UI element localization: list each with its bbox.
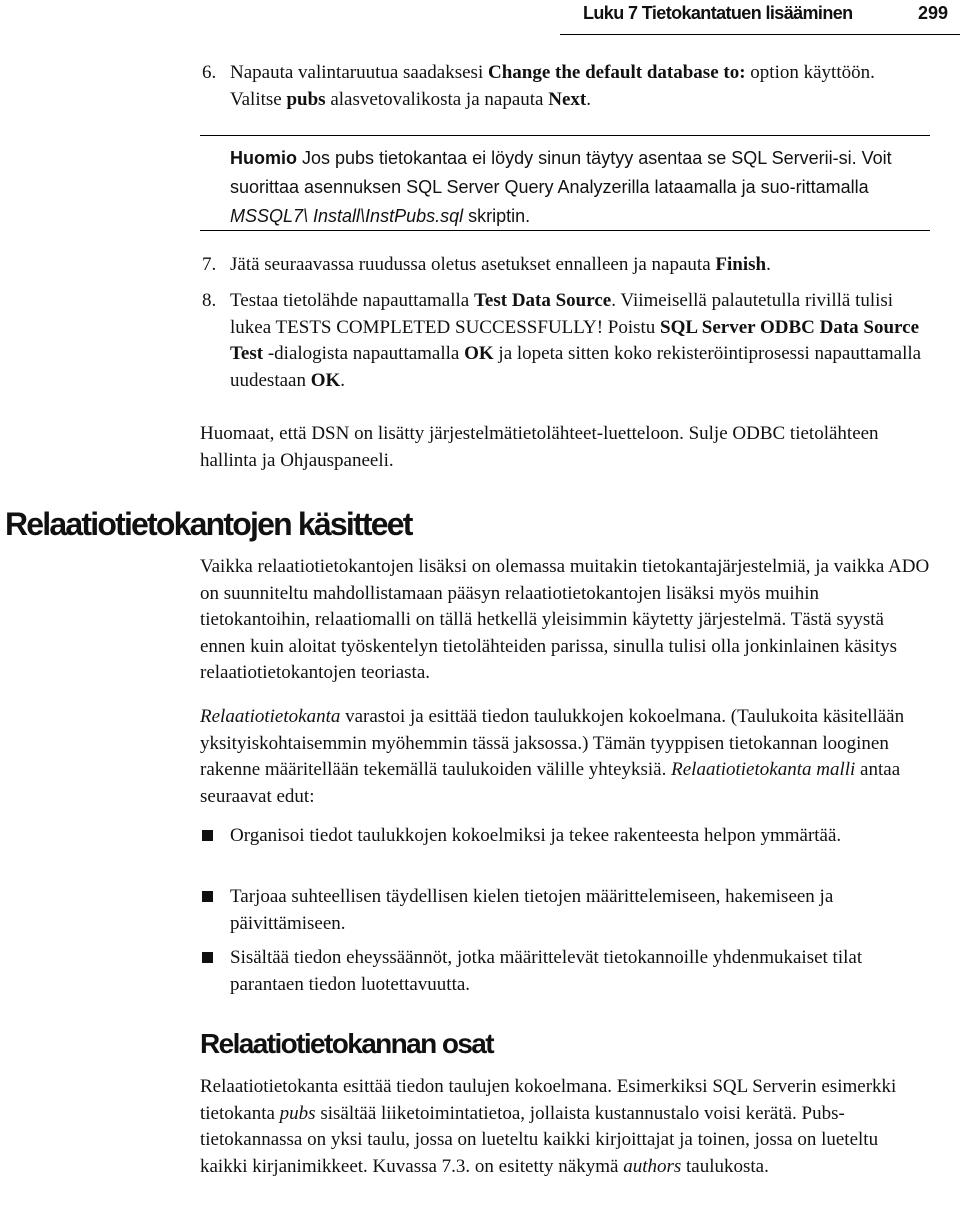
running-header [0, 0, 960, 36]
step-number: 6. [202, 62, 217, 83]
intro-paragraph: Vaikka relaatiotietokantojen lisäksi on olemassa muitakin tietokantajärjestelmiä, ja vaikka ADO on suunniteltu mahdollistamaan pääsyn relaatiotietokantojen lisäksi myös muihin tietokantoihin, relaatiomalli on tällä hetkellä yleisimmin käytetty järjestelmä. Tästä syystä ennen kuin aloitat työskentelyn tietolähteiden parissa, sinulla tulisi olla jonkinlainen käsitys relaatiotietokantojen teoriasta. [200, 556, 930, 683]
dsn-paragraph: Huomaat, että DSN on lisätty järjestelmätietolähteet-luetteloon. Sulje ODBC tietolähteen hallinta ja Ohjauspaneeli. [200, 423, 879, 471]
page-number: 299 [917, 3, 948, 23]
step-number: 7. [202, 254, 217, 275]
subsection-heading: Relaatiotietokannan osat [200, 1028, 494, 1059]
bullet-text: Organisoi tiedot taulukkojen kokoelmiksi ja tekee rakenteesta helpon ymmärtää. [230, 825, 842, 846]
step-text: Testaa tietolähde napauttamalla Test Data Source. Viimeisellä palautetulla rivillä tulisi lukea TESTS COMPLETED SUCCESSFULLY! Poistu SQL Server ODBC Data Source Test -dialogista napauttamalla OK ja lopeta sitten koko rekisteröintiprosessi napauttamalla uudestaan OK. [230, 290, 922, 391]
note-label: Huomio [230, 148, 297, 168]
bullet-square-icon [202, 830, 213, 841]
step-7 [202, 252, 930, 279]
step-6 [202, 60, 930, 113]
note-text: Huomio Jos pubs tietokantaa ei löydy sinun täytyy asentaa se SQL Serverii-si. Voit suorittaa asennuksen SQL Server Query Analyzerilla lataamalla ja suo-rittamalla MSSQL7\ Install\InstPubs.sql skriptin. [230, 148, 892, 226]
bullet-item [202, 945, 930, 998]
chapter-title: Luku 7 Tietokantatuen lisääminen [583, 3, 853, 23]
parts-paragraph: Relaatiotietokanta esittää tiedon taulujen kokoelmana. Esimerkiksi SQL Serverin esimerkki tietokanta pubs sisältää liiketoimintatietoa, jollaista kustannustalo voisi kerätä. Pubs-tietokannassa on yksi taulu, jossa on lueteltu kaikki kirjoittajat ja toinen, jossa on lueteltu kaikki kirjanimikkeet. Kuvassa 7.3. on esitetty näkymä authors taulukosta. [200, 1076, 897, 1177]
note-box [200, 135, 930, 231]
step-text: Jätä seuraavassa ruudussa oletus asetukset ennalleen ja napauta Finish. [230, 254, 771, 275]
bullet-text: Tarjoaa suhteellisen täydellisen kielen tietojen määrittelemiseen, hakemiseen ja päivittämiseen. [230, 886, 834, 934]
bullet-item [202, 823, 930, 850]
section-heading: Relaatiotietokantojen käsitteet [5, 506, 412, 542]
step-text: Napauta valintaruutua saadaksesi Change the default database to: option käyttöön. Valitse pubs alasvetovalikosta ja napauta Next. [230, 62, 875, 110]
step-number: 8. [202, 290, 217, 311]
bullet-text: Sisältää tiedon eheyssäännöt, jotka määrittelevät tietokannoille yhdenmukaiset tilat parantaen tiedon luotettavuutta. [230, 947, 863, 995]
bullet-square-icon [202, 952, 213, 963]
definition-paragraph: Relaatiotietokanta varastoi ja esittää tiedon taulukkojen kokoelmana. (Taulukoita käsitellään yksityiskohtaisemmin myöhemmin tässä jaksossa.) Tämän tyyppisen tietokannan looginen rakenne määritellään tekemällä taulukoiden välille yhteyksiä. Relaatiotietokanta malli antaa seuraavat edut: [200, 706, 905, 807]
step-8 [202, 288, 930, 394]
bullet-item [202, 884, 930, 937]
bullet-square-icon [202, 891, 213, 902]
